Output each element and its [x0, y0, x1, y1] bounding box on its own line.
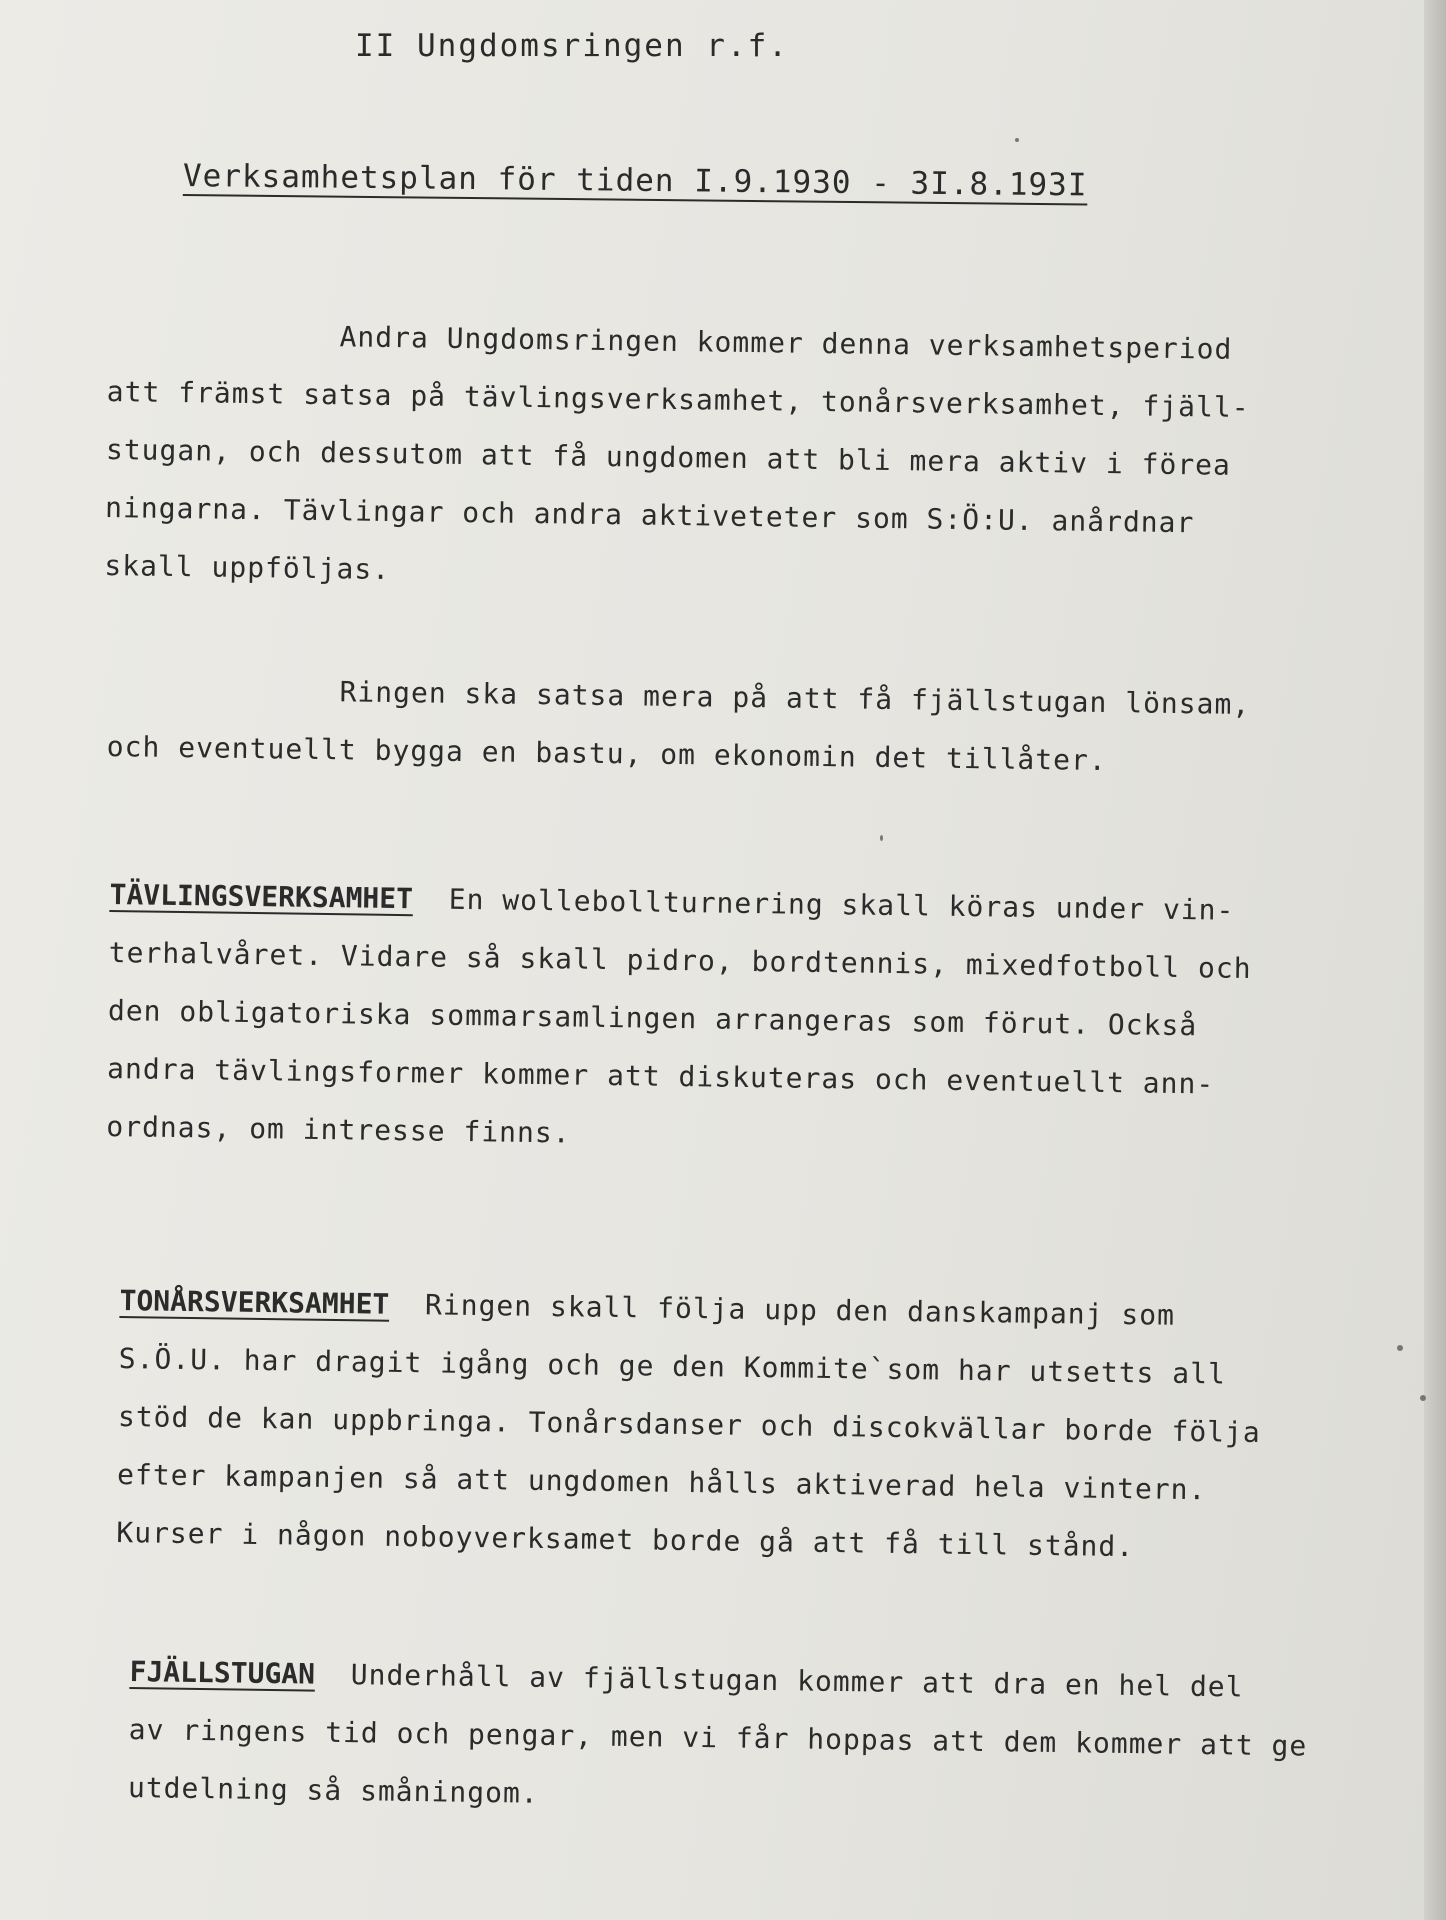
paper-speck	[1397, 1345, 1403, 1351]
section-text: Underhåll av fjällstugan kommer att dra en hel del av ringens tid och pengar, men vi får hoppas att dem kommer att ge utdelning så småningom.	[127, 1658, 1308, 1810]
section-text: En wollebollturnering skall köras under vin- terhalvåret. Vidare så skall pidro, bordtennis, mixedfotboll och den obligatoriska sommarsamlingen arrangeras som förut. Också andra tävlingsformer kommer att diskuteras och eventuellt ann- ordnas, om intresse finns.	[106, 882, 1252, 1150]
document-title: Verksamhetsplan för tiden I.9.1930 - 3I.8.193I	[182, 158, 1088, 204]
section-heading: FJÄLLSTUGAN	[129, 1654, 316, 1691]
paper-speck	[880, 835, 883, 841]
organization-name: II Ungdomsringen r.f.	[355, 28, 789, 64]
section-heading: TÄVLINGSVERKSAMHET	[109, 877, 414, 916]
section-text: Ringen skall följa upp den danskampanj som S.Ö.U. har dragit igång och ge den Kommite`som har utsetts all stöd de kan uppbringa. Tonårsdanser och discokvällar borde följa efter kampanjen så att ungdomen hålls aktiverad hela vintern. Kurser i någon noboyverksamet borde gå att få till stånd.	[116, 1288, 1261, 1564]
paper-speck	[1420, 1395, 1426, 1401]
section-heading: TONÅRSVERKSAMHET	[119, 1283, 390, 1321]
section-tonarsverksamhet	[116, 1272, 1430, 1580]
section-fjallstugan	[128, 1643, 1430, 1835]
intro-paragraph-2: Ringen ska satsa mera på att få fjällstugan lönsam, och eventuellt bygga en bastu, om ekonomin det tillåter.	[106, 675, 1251, 777]
intro-paragraph-1: Andra Ungdomsringen kommer denna verksamhetsperiod att främst satsa på tävlingsverksamhet, tonårsverksamhet, fjäll- stugan, och dessutom att få ungdomen att bli mera aktiv i förea ningarna. Tävlingar och andra aktiveteter som S:Ö:U. anårdnar skall uppföljas.	[104, 320, 1250, 586]
paper-speck	[1015, 138, 1019, 142]
section-tavlingsverksamhet	[106, 866, 1430, 1174]
